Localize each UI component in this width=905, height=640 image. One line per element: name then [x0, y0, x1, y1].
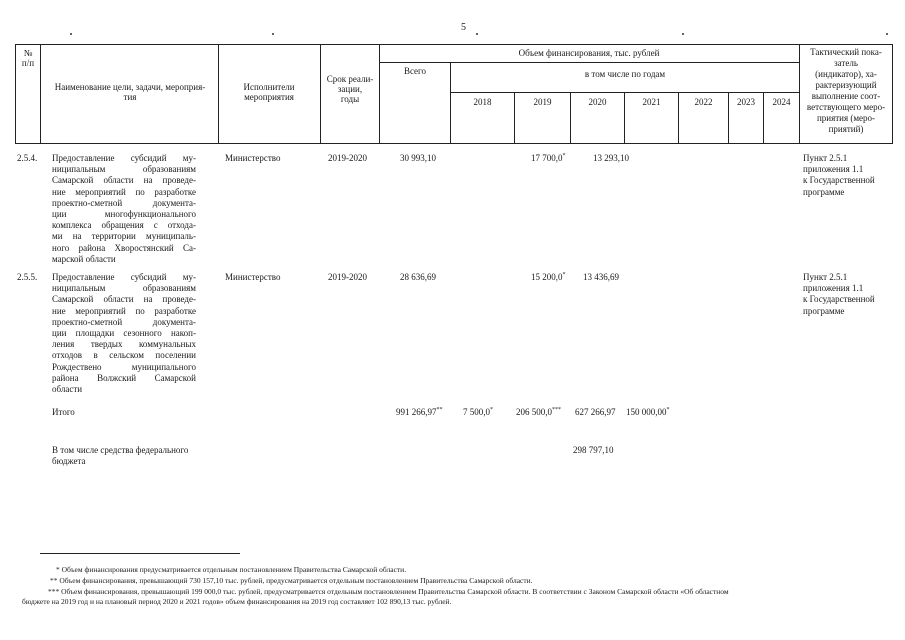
row-indicator: Пункт 2.5.1 приложения 1.1 к Государственной программе: [803, 272, 875, 316]
row-name: Предоставление субсидий му- ниципальным образованиям Самарской области на проведе- ние мероприятий по разработке проектно-сметной документа- ции площадки сезонного накоп- ления твердых коммунальных отходов в сельском поселении Рождествено муниципального района Волжский Самарской области: [52, 272, 196, 395]
total-label: Итого: [52, 407, 75, 417]
header-funding: Объем финансирования, тыс. рублей: [518, 48, 660, 58]
header-num: № п/п: [21, 48, 35, 68]
header-year-2022: 2022: [694, 97, 713, 107]
federal-label: В том числе средства федерального бюджета: [52, 445, 189, 467]
row-term: 2019-2020: [328, 153, 367, 163]
total-2020: 627 266,97: [575, 407, 616, 417]
scan-speck: [682, 33, 684, 35]
page-number: 5: [461, 22, 466, 33]
federal-2020: 298 797,10: [573, 445, 614, 455]
total-2019: 206 500,0***: [516, 407, 561, 417]
scan-speck: [476, 33, 478, 35]
header-indicator: Тактический пока- затель (индикатор), ха- рактеризующий выполнение соот- ветствующего меро- приятия (меро- приятий): [806, 47, 886, 134]
row-term: 2019-2020: [328, 272, 367, 282]
header-year-2019: 2019: [533, 97, 552, 107]
row-number: 2.5.5.: [17, 272, 38, 282]
header-executors: Исполнители мероприятия: [243, 82, 295, 102]
row-executor: Министерство: [225, 272, 281, 282]
row-total: 28 636,69: [400, 272, 436, 282]
header-term: Срок реали- зации, годы: [326, 74, 374, 104]
header-year-2023: 2023: [737, 97, 755, 107]
row-name: Предоставление субсидий му- ниципальным образованиям Самарской области на проведе- ние мероприятий по разработке проектно-сметной документа- ции многофункционального комплекса обращения с отхода- ми на территории муниципаль- ного района Хворостянский Са- марской области: [52, 153, 196, 264]
footnote-1: * Объем финансирования предусматривается отдельным постановлением Правительства Самарской области.: [56, 565, 407, 574]
footnote-3: *** Объем финансирования, превышающий 199 000,0 тыс. рублей, предусматривается отдельным постановлением Правительства Самарской области. В соответствии с Законом Самарской области «Об областном: [48, 587, 729, 596]
scan-speck: [886, 33, 888, 35]
header-year-2021: 2021: [642, 97, 661, 107]
table-header: [15, 44, 893, 144]
row-total: 30 993,10: [400, 153, 436, 163]
row-2019: 15 200,0*: [531, 272, 566, 282]
row-indicator: Пункт 2.5.1 приложения 1.1 к Государственной программе: [803, 153, 875, 197]
row-2019: 17 700,0*: [531, 153, 566, 163]
header-year-2018: 2018: [473, 97, 492, 107]
total-2018: 7 500,0*: [463, 407, 493, 417]
scan-speck: [272, 33, 274, 35]
row-2020: 13 293,10: [593, 153, 629, 163]
footnote-2: ** Объем финансирования, превышающий 730 157,10 тыс. рублей, предусматривается отдельным постановлением Правительства Самарской области.: [50, 576, 533, 585]
row-2020: 13 436,69: [583, 272, 619, 282]
total-all: 991 266,97**: [396, 407, 443, 417]
footnote-separator: [40, 553, 240, 554]
header-year-2024: 2024: [772, 97, 791, 107]
row-number: 2.5.4.: [17, 153, 38, 163]
scan-speck: [70, 33, 72, 35]
header-year-2020: 2020: [588, 97, 607, 107]
header-total: Всего: [403, 66, 427, 76]
header-by-years: в том числе по годам: [584, 69, 666, 79]
footnote-3-cont: бюджете на 2019 год и на плановый период 2020 и 2021 годов» объем финансирования на 2019 год составляет 102 890,13 тыс. рублей.: [22, 597, 452, 606]
total-2021: 150 000,00*: [626, 407, 670, 417]
header-name: Наименование цели, задачи, мероприя- тия: [54, 82, 206, 102]
row-executor: Министерство: [225, 153, 281, 163]
